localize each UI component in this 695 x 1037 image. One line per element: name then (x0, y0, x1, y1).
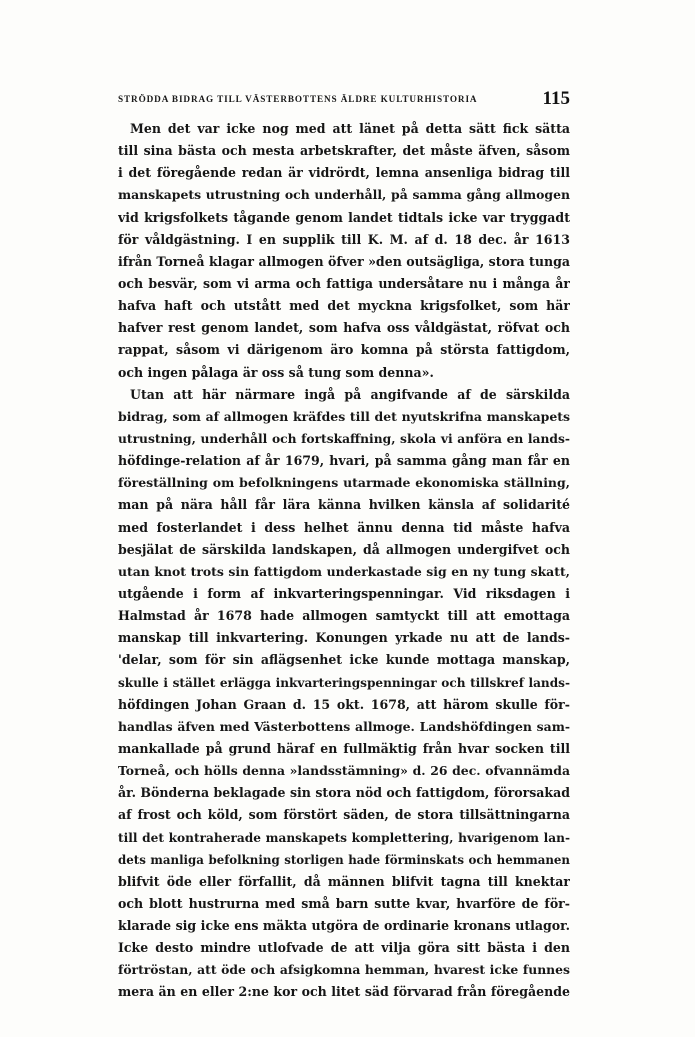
text-line: besjälat de särskilda landskapen, då allmogen undergifvet och (118, 541, 570, 557)
paragraph (118, 118, 570, 384)
text-line: och ingen pålaga är oss så tung som denna». (118, 364, 434, 380)
body-text (118, 118, 570, 1004)
text-line: manskapets utrustning och underhåll, på samma gång allmogen (118, 187, 570, 203)
page-number: 115 (542, 88, 570, 109)
text-line: hafva haft och utstått med det myckna krigsfolket, som här (118, 298, 570, 314)
text-line: föreställning om befolkningens utarmade ekonomiska ställning, (118, 475, 570, 491)
text-line: skulle i stället erlägga inkvarteringspenningar och tillskref lands- (118, 675, 570, 690)
paragraph (118, 384, 570, 1004)
text-line: klarade sig icke ens mäkta utgöra de ordinarie kronans utlagor. (118, 918, 570, 934)
text-line: till sina bästa och mesta arbetskrafter, det måste äfven, såsom (118, 143, 570, 159)
text-line: i det föregående redan är vidrördt, lemna ansenliga bidrag till (118, 165, 570, 181)
text-line: utgående i form af inkvarteringspenningar. Vid riksdagen i (118, 585, 570, 601)
text-line: höfdinge-relation af år 1679, hvari, på samma gång man får en (118, 453, 570, 469)
text-line: Icke desto mindre utlofvade de att vilja göra sitt bästa i den (118, 940, 570, 956)
text-line: till det kontraherade manskapets komplettering, hvarigenom lan- (118, 830, 570, 845)
text-line: och blott hustrurna med små barn sutte kvar, hvarföre de för- (118, 895, 570, 911)
text-line: för våldgästning. I en supplik till K. M. af d. 18 dec. år 1613 (118, 231, 570, 247)
text-line: bidrag, som af allmogen kräfdes till det nyutskrifna manskapets (118, 408, 570, 424)
text-line: år. Bönderna beklagade sin stora nöd och fattigdom, förorsakad (118, 785, 570, 801)
text-line: med fosterlandet i dess helhet ännu denna tid måste hafva (118, 519, 570, 535)
text-line: 'delar, som för sin aflägsenhet icke kunde mottaga manskap, (118, 652, 570, 668)
text-line: höfdingen Johan Graan d. 15 okt. 1678, att härom skulle för- (118, 696, 570, 712)
text-line: af frost och köld, som förstört säden, de stora tillsättningarna (118, 807, 570, 823)
text-line: manskap till inkvartering. Konungen yrkade nu att de lands- (118, 630, 570, 646)
text-line: hafver rest genom landet, som hafva oss våldgästat, röfvat och (118, 320, 570, 336)
page-header (118, 88, 570, 112)
text-line: ifrån Torneå klagar allmogen öfver »den outsägliga, stora tunga (118, 253, 570, 269)
text-line: rappat, såsom vi därigenom äro komna på största fattigdom, (118, 342, 570, 358)
text-line: vid krigsfolkets tågande genom landet tidtals icke var tryggadt (118, 209, 570, 225)
text-line: Halmstad år 1678 hade allmogen samtyckt till att emottaga (118, 608, 570, 624)
text-line: man på nära håll får lära känna hvilken känsla af solidarité (118, 497, 570, 513)
text-line: Utan att här närmare ingå på angifvande af de särskilda (130, 386, 570, 402)
text-line: dets manliga befolkning storligen hade förminskats och hemmanen (118, 852, 570, 867)
text-line: utrustning, underhåll och fortskaffning, skola vi anföra en lands- (118, 430, 570, 446)
running-title: STRÖDDA BIDRAG TILL VÄSTERBOTTENS ÄLDRE KULTURHISTORIA (118, 94, 478, 104)
text-line: blifvit öde eller förfallit, då männen blifvit tagna till knektar (118, 873, 570, 889)
text-line: förtröstan, att öde och afsigkomna hemman, hvarest icke funnes (118, 962, 570, 978)
text-line: handlas äfven med Västerbottens allmoge. Landshöfdingen sam- (118, 718, 570, 734)
text-line: Men det var icke nog med att länet på detta sätt fick sätta (130, 121, 570, 136)
text-line: mera än en eller 2:ne kor och litet säd förvarad från föregående (118, 984, 570, 1000)
text-line: mankallade på grund häraf en fullmäktig från hvar socken till (118, 740, 570, 756)
text-line: Torneå, och hölls denna »landsstämning» d. 26 dec. ofvannämda (118, 763, 570, 779)
text-line: utan knot trots sin fattigdom underkastade sig en ny tung skatt, (118, 563, 570, 579)
text-line: och besvär, som vi arma och fattiga undersåtare nu i många år (118, 275, 570, 291)
